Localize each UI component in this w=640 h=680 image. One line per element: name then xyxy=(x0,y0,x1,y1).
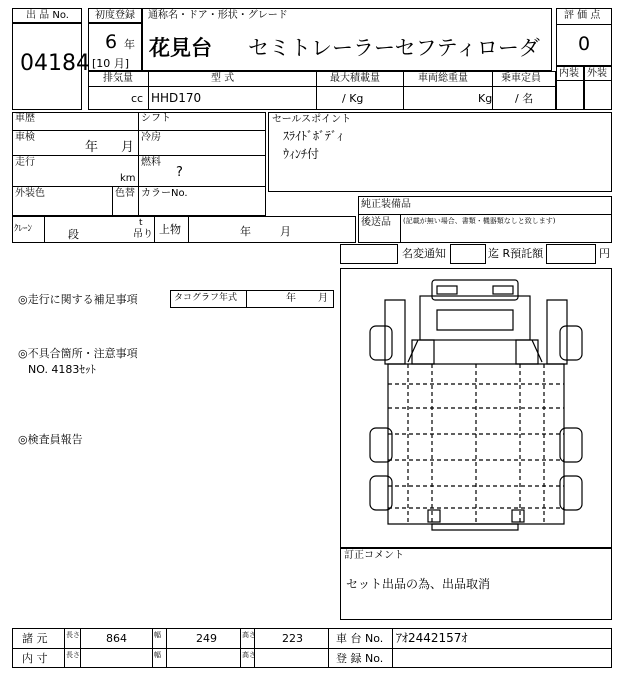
length-value: 864 xyxy=(106,632,127,645)
defects-value: NO. 4183ｾｯﾄ xyxy=(28,363,96,376)
first-reg-month: [10 月] xyxy=(92,57,130,70)
width-value: 249 xyxy=(196,632,217,645)
lot-number: 04184 xyxy=(20,51,90,76)
first-reg-year: 6 xyxy=(105,31,118,53)
vehicle-diagram xyxy=(340,268,612,548)
shift-label: シフト xyxy=(141,113,171,124)
name-change-input[interactable] xyxy=(340,244,398,264)
capacity-label: 乗車定員 xyxy=(501,73,541,84)
recycle-amount-input[interactable] xyxy=(546,244,596,264)
tacho-year: 年 xyxy=(286,293,296,304)
grade-value: 0 xyxy=(578,33,591,55)
crane-t: t xyxy=(139,218,143,228)
grade-label: 評 価 点 xyxy=(564,10,601,21)
correction-text: セット出品の為、出品取消 xyxy=(346,577,491,591)
reg-label: 登 録 No. xyxy=(336,652,384,665)
maker-name: 花見台 xyxy=(149,36,212,60)
tacho-month: 月 xyxy=(318,293,328,304)
fuel-value: ? xyxy=(176,165,183,180)
first-reg-label: 初度登録 xyxy=(95,10,135,21)
mileage-unit: km xyxy=(120,173,136,184)
defects-label: ◎不具合箇所・注意事項 xyxy=(18,347,138,360)
inspection-year: 年 xyxy=(85,140,99,155)
inspection-label: 車検 xyxy=(15,132,35,143)
driving-notes-label: ◎走行に関する補足事項 xyxy=(18,293,138,306)
sales-point-label: セールスポイント xyxy=(272,114,352,125)
vehicle-name-label: 通称名・ドア・形状・グレード xyxy=(148,10,288,21)
fuel-label: 燃料 xyxy=(141,157,161,168)
exterior-label: 外装 xyxy=(587,68,607,79)
color-no-label: カラーNo. xyxy=(141,188,188,199)
type-label: 型 式 xyxy=(211,73,235,84)
crane-stage-unit: 段 xyxy=(68,228,79,241)
height-value: 223 xyxy=(282,632,303,645)
interior-label: 内装 xyxy=(559,68,579,79)
max-load-label: 最大積載量 xyxy=(330,73,380,84)
crane-hoist-unit: 吊り xyxy=(133,229,153,240)
ac-label: 冷房 xyxy=(141,132,161,143)
length-label: 長さ xyxy=(66,631,80,639)
name-change-date-input[interactable] xyxy=(450,244,486,264)
info-grid xyxy=(12,112,266,216)
spec-label: 諸 元 xyxy=(22,632,48,645)
inner-label: 内 寸 xyxy=(22,652,48,665)
sales-point-line1: ｽﾗｲﾄﾞﾎﾞﾃﾞｨ xyxy=(283,129,344,143)
inner-length-label: 長さ xyxy=(66,651,80,659)
genuine-equip-label: 純正装備品 xyxy=(361,199,411,210)
width-label: 幅 xyxy=(154,631,161,639)
tacho-label: タコグラフ年式 xyxy=(174,293,238,303)
delivery-note: (記載が無い場合、書類・機器類なしと致します) xyxy=(403,217,556,225)
displacement-unit: cc xyxy=(131,92,144,105)
yen-label: 円 xyxy=(599,247,610,260)
upper-month: 月 xyxy=(280,225,291,238)
history-label: 車歴 xyxy=(15,113,35,124)
type-value: HHD170 xyxy=(151,91,202,105)
inner-width-label: 幅 xyxy=(154,651,161,659)
recycle-label: 迄 R預託額 xyxy=(488,247,544,260)
gross-weight-unit: Kg xyxy=(478,92,493,105)
crane-label: ｸﾚｰﾝ xyxy=(14,224,33,234)
correction-label: 訂正コメント xyxy=(344,550,404,561)
delivery-label: 後送品 xyxy=(361,217,391,228)
upper-year: 年 xyxy=(240,225,251,238)
color-change-label: 色替 xyxy=(115,188,135,199)
inspection-month: 月 xyxy=(121,140,135,155)
chassis-number: ｱｵ2442157ｵ xyxy=(396,631,468,645)
gross-weight-label: 車両総重量 xyxy=(418,73,468,84)
capacity-unit: / 名 xyxy=(515,92,534,105)
upper-label: 上物 xyxy=(159,223,181,236)
first-reg-year-unit: 年 xyxy=(124,38,135,51)
max-load-unit: / Kg xyxy=(342,92,364,105)
model-name: セミトレーラーセフティローダ xyxy=(248,36,540,60)
displacement-label: 排気量 xyxy=(103,73,133,84)
inspector-report-label: ◎検査員報告 xyxy=(18,433,83,446)
crane-row xyxy=(12,216,356,243)
exterior-color-label: 外装色 xyxy=(15,188,45,199)
name-change-label: 名変通知 xyxy=(402,247,446,260)
sales-point-line2: ｳｨﾝﾁ付 xyxy=(283,147,320,161)
lot-label: 出 品 No. xyxy=(26,10,69,21)
inner-height-label: 高さ xyxy=(242,651,256,659)
height-label: 高さ xyxy=(242,631,256,639)
chassis-label: 車 台 No. xyxy=(336,632,384,645)
mileage-label: 走行 xyxy=(15,157,35,168)
